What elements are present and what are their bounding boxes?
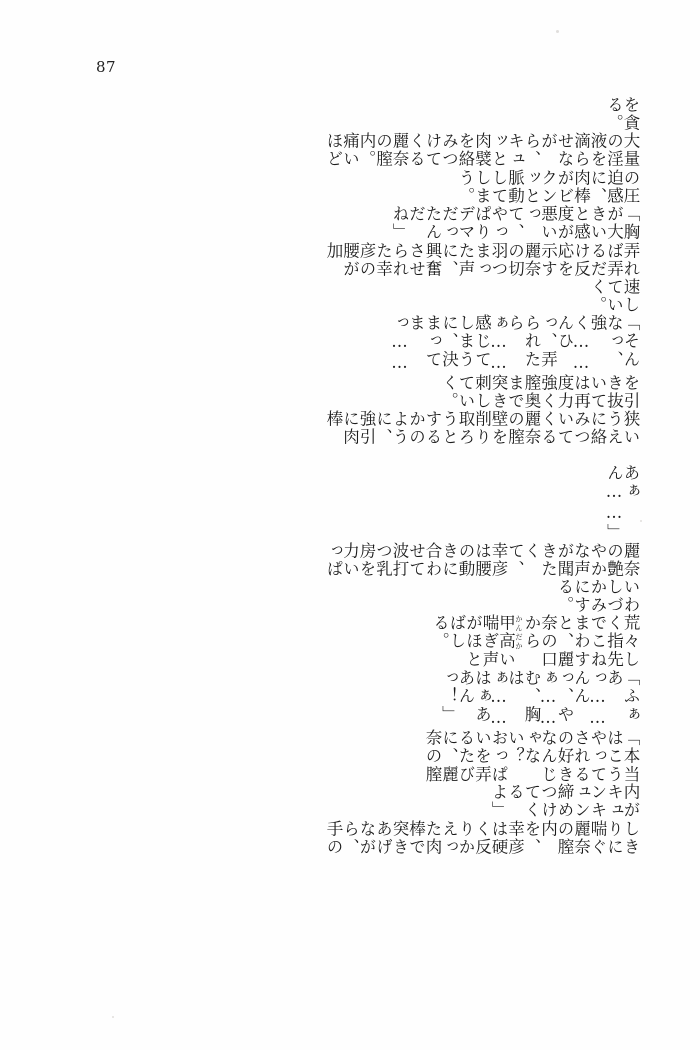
ruby-annotation: 甲高 かんだか [496,614,524,651]
text-column: しきりに喘ぐ麗奈の膣内を、幸彦は硬く反りかえった肉棒で突きあげながら、手の [324,819,640,857]
scan-speck [640,520,642,522]
text-column: 大量の淫液を滴らせながら、キュッと肉襞を絡みつけてくる麗奈の膣内。痛いほど [324,132,640,169]
text-column: 麗奈の艶やかな声が聞きたくて、幸彦は腰の動きに合わせて波打つ乳房を力いっぱ [324,541,640,579]
scan-speck [556,30,559,33]
text-column: 狭いうえに絡みついてくる麗奈の膣壁を削り取ろうとするかのように、強引に肉棒 [324,410,640,447]
text-column: 「ふぁあっ……んんっ、やぁ……む、胸はぁ……はぁああんっ！」 [439,669,640,729]
text-column: 「本当はこうやってされるの好きなんじゃない？ おっぱいを弄るたびに、麗奈の膣 [423,728,640,784]
text-column: 速していく。 [588,278,640,315]
scan-speck [112,1016,114,1018]
text-column: 内がキュンキュン締めつけてくるよ」 [489,783,640,820]
text-column: あぁん……」 [604,463,640,542]
vertical-text-body [78,96,638,976]
text-column: の圧迫感に、肉棒がビクンッと脈動してしまう。 [456,168,640,206]
text-column: を引き抜いては再度力強く膣奥まで突き刺していく。 [439,374,640,411]
text-column: 弄れば弄るだけ反応を示す麗奈の切羽つまった声に、興奮させられた幸彦の腰が加 [324,241,640,279]
text-column: いわしづかみにする。 [555,578,640,615]
text-column: を貪る。 [604,96,640,133]
text-column: 「胸が大きいと感度が悪いって、やっぱりデマだったんだね」 [390,205,640,242]
page-number: 87 [96,58,117,76]
text-column: 「そんなっ、強く……んひっ、弄られたらぁ……感じてしまうに、決まってまっ…… [390,314,640,375]
text-column: 荒々しく指先でこねまわすと、麗奈の口から甲高 かんだかい喘ぎ声がほとばしる。 [430,614,640,670]
